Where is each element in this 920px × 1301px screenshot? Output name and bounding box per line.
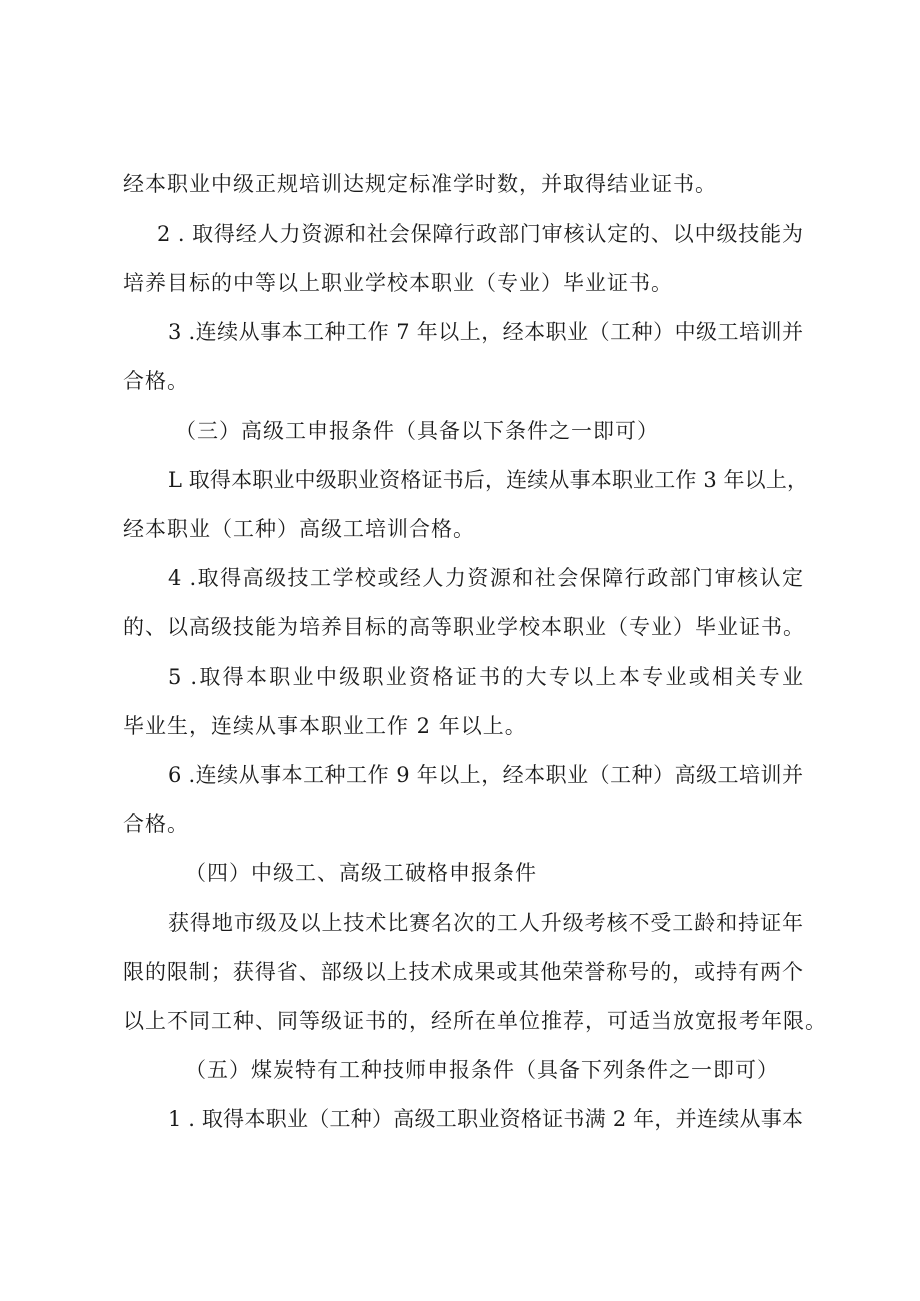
paragraph-line-12: 毕业生，连续从事本职业工作 2 年以上。: [123, 714, 527, 738]
paragraph-line-16: 获得地市级及以上技术比赛名次的工人升级考核不受工龄和持证年: [168, 911, 803, 935]
paragraph-line-10: 的、以高级技能为培养目标的高等职业学校本职业（专业）毕业证书。: [123, 615, 805, 639]
section-heading-5: （五）煤炭特有工种技师申报条件（具备下列条件之一即可）: [185, 1058, 779, 1082]
paragraph-line-8: 经本职业（工种）高级工培训合格。: [123, 517, 475, 541]
paragraph-line-2: 2 . 取得经人力资源和社会保障行政部门审核认定的、以中级技能为: [157, 222, 803, 246]
paragraph-line-4: 3 .连续从事本工种工作 7 年以上，经本职业（工种）中级工培训并: [168, 320, 803, 344]
paragraph-line-20: 1 . 取得本职业（工种）高级工职业资格证书满 2 年，并连续从事本: [168, 1107, 803, 1131]
paragraph-line-18: 以上不同工种、同等级证书的，经所在单位推荐，可适当放宽报考年限。: [123, 1009, 827, 1033]
paragraph-line-17: 限的限制；获得省、部级以上技术成果或其他荣誉称号的，或持有两个: [123, 960, 803, 984]
paragraph-line-13: 6 .连续从事本工种工作 9 年以上，经本职业（工种）高级工培训并: [168, 763, 803, 787]
section-heading-4: （四）中级工、高级工破格申报条件: [185, 861, 537, 885]
paragraph-line-7: L 取得本职业中级职业资格证书后，连续从事本职业工作 3 年以上，: [168, 468, 808, 492]
paragraph-line-5: 合格。: [123, 369, 189, 393]
paragraph-line-9: 4 .取得高级技工学校或经人力资源和社会保障行政部门审核认定: [168, 566, 803, 590]
paragraph-line-1: 经本职业中级正规培训达规定标准学时数，并取得结业证书。: [123, 172, 717, 196]
paragraph-line-11: 5 .取得本职业中级职业资格证书的大专以上本专业或相关专业: [168, 665, 803, 689]
section-heading-3: （三）高级工申报条件（具备以下条件之一即可）: [175, 419, 659, 443]
paragraph-line-14: 合格。: [123, 812, 189, 836]
paragraph-line-3: 培养目标的中等以上职业学校本职业（专业）毕业证书。: [123, 271, 673, 295]
